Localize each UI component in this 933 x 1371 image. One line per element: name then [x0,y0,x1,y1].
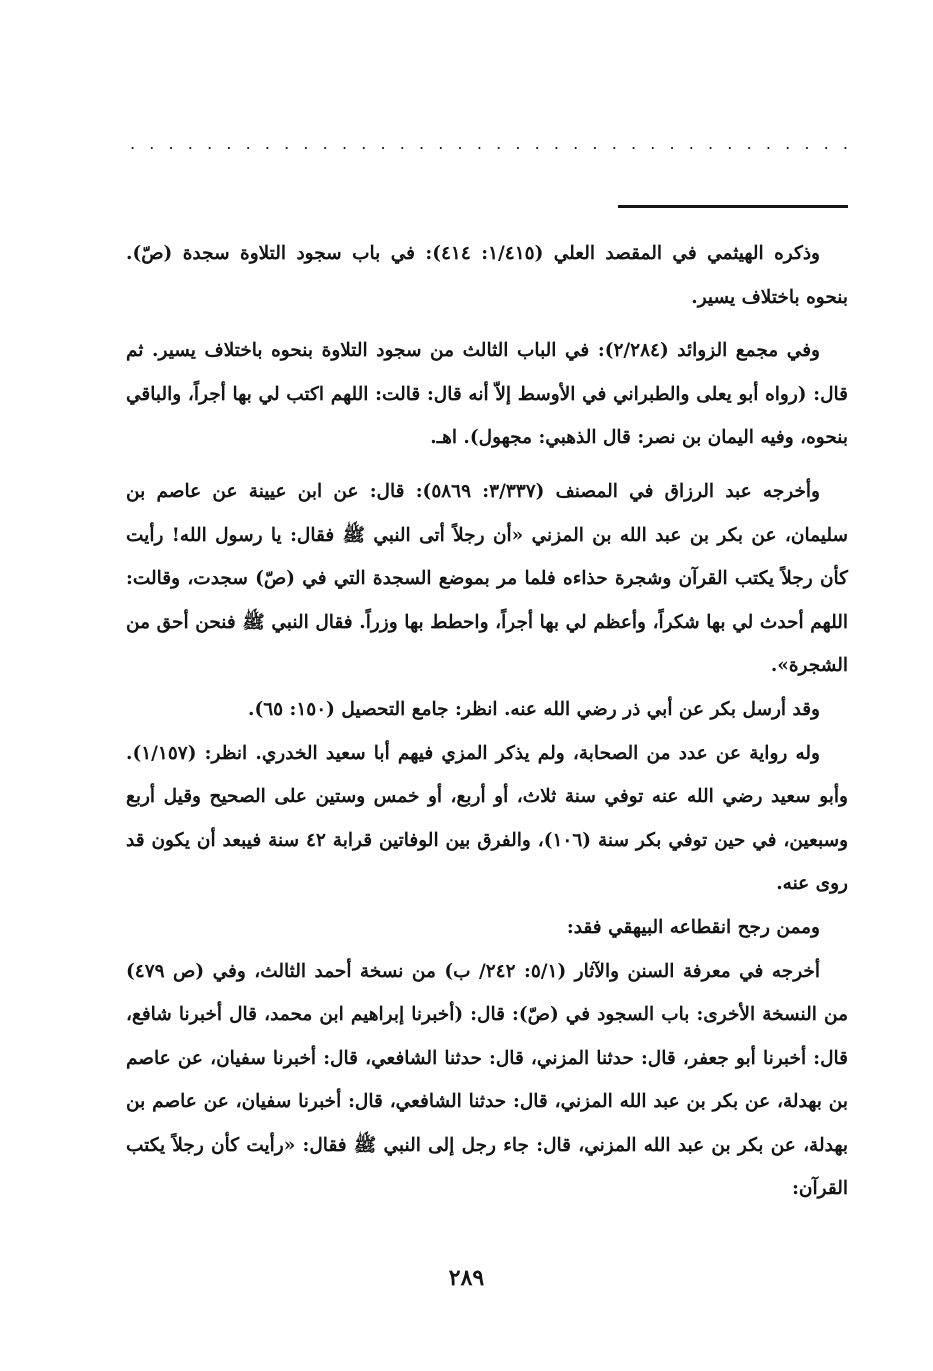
paragraph: وذكره الهيثمي في المقصد العلي (١/٤١٥: ٤١٤): في باب سجود التلاوة سجدة (صّ). بنحوه باختلاف يسير. [126,243,848,308]
footnote-body [126,232,848,1211]
paragraph: وله رواية عن عدد من الصحابة، ولم يذكر المزي فيهم أبا سعيد الخدري. انظر: (١/١٥٧). وأبو سعيد رضي الله عنه توفي سنة ثلاث، أو أربع، أو خمس وستين على الصحيح وقيل أربع وسبعين، في حين توفي بكر سنة (١٠٦)، والفرق بين الوفاتين قرابة ٤٢ سنة فيبعد أن يكون قد روى عنه. [126,742,848,895]
paragraph: وفي مجمع الزوائد (٢/٢٨٤): في الباب الثالث من سجود التلاوة بنحوه باختلاف يسير. ثم قال: (رواه أبو يعلى والطبراني في الأوسط إلاّ أنه قال: قالت: اللهم اكتب لي بها أجراً، والباقي بنحوه، وفيه اليمان بن نصر: قال الذهبي: مجهول). اهـ. [126,340,848,449]
paragraph: وممن رجح انقطاعه البيهقي فقد: [566,916,820,938]
paragraph: وقد أرسل بكر عن أبي ذر رضي الله عنه. انظر: جامع التحصيل (١٥٠: ٦٥). [248,698,820,720]
paragraph: وأخرجه عبد الرزاق في المصنف (٣/٣٣٧: ٥٨٦٩): قال: عن ابن عيينة عن عاصم بن سليمان، عن بكر بن عبد الله بن المزني «أن رجلاً أتى النبي ﷺ فقال: يا رسول الله! رأيت كأن رجلاً يكتب القرآن وشجرة حذاءه فلما مر بموضع السجدة التي في (صّ) سجدت، وقالت: اللهم أحدث لي بها شكراً، وأعظم لي بها أجراً، واحطط بها وزراً. فقال النبي ﷺ فنحن أحق من الشجرة». [126,480,848,677]
dotted-separator: . . . . . . . . . . . . . . . . . . . . . . . . . . . . . . . . . . . . . . [130,136,848,152]
footnote-rule [618,205,848,208]
page-number: ٢٨٩ [448,1265,485,1291]
paragraph: أخرجه في معرفة السنن والآثار (٥/١: ٢٤٢/ ب) من نسخة أحمد الثالث، وفي (ص ٤٧٩) من النسخة الأخرى: باب السجود في (صّ): قال: (أخبرنا إبراهيم ابن محمد، قال أخبرنا شافع، قال: أخبرنا أبو جعفر، قال: حدثنا المزني، قال: حدثنا الشافعي، قال: أخبرنا سفيان، عن عاصم بن بهدلة، عن بكر بن عبد الله المزني، قال: حدثنا الشافعي، قال: أخبرنا سفيان، عن عاصم بن بهدلة، عن بكر بن عبد الله المزني، قال: جاء رجل إلى النبي ﷺ فقال: «رأيت كأن رجلاً يكتب القرآن: [126,960,848,1200]
